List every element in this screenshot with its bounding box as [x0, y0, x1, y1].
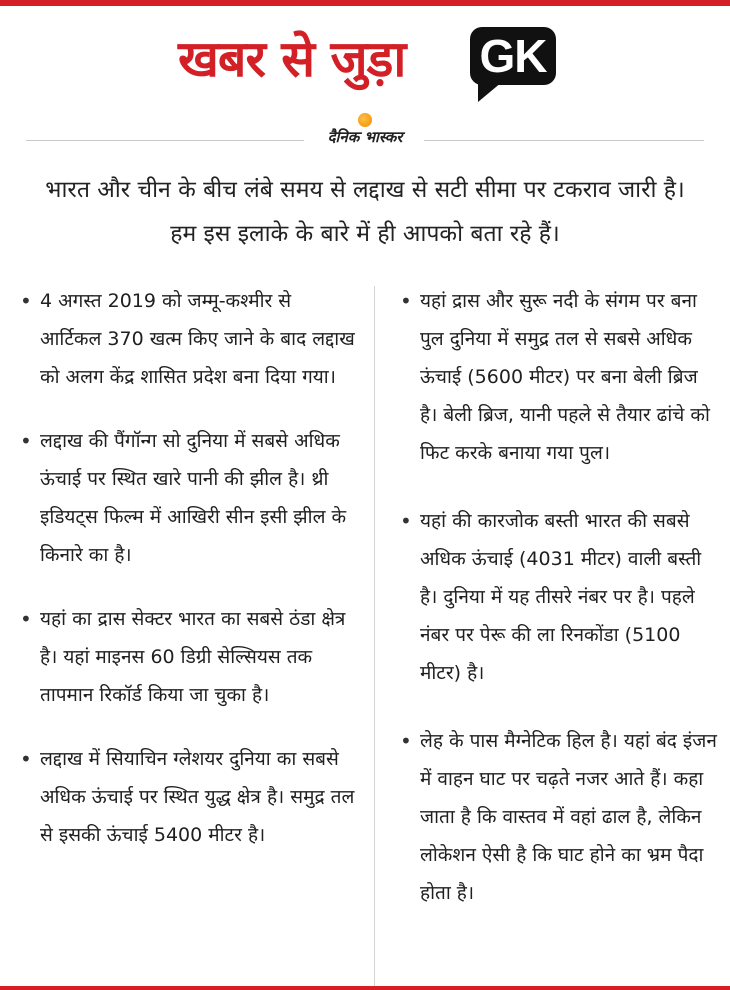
left-fact-list	[20, 282, 355, 880]
brand-logo-text: दैनिक भास्कर	[327, 128, 403, 146]
fact-item: • यहां की कारजोक बस्ती भारत की सबसे अधिक ऊंचाई (4031 मीटर) वाली बस्ती है। दुनिया में यह तीसरे नंबर पर है। पहले नंबर पर पेरू की ला रिनकोंडा (5100 मीटर) है।	[400, 502, 718, 692]
brand-divider-left	[26, 140, 304, 141]
gk-badge: GK	[470, 27, 556, 85]
intro-text: भारत और चीन के बीच लंबे समय से लद्दाख से सटी सीमा पर टकराव जारी है। हम इस इलाके के बारे में ही आपको बता रहे हैं।	[45, 177, 685, 247]
speech-bubble-tail-icon	[478, 82, 502, 102]
right-fact-list	[400, 282, 718, 942]
brand-sun-icon	[358, 113, 372, 127]
column-divider	[374, 286, 375, 986]
top-accent-bar	[0, 0, 730, 6]
fact-item: • यहां का द्रास सेक्टर भारत का सबसे ठंडा क्षेत्र है। यहां माइनस 60 डिग्री सेल्सियस तक तापमान रिकॉर्ड किया जा चुका है।	[20, 600, 355, 714]
fact-item: • यहां द्रास और सुरू नदी के संगम पर बना पुल दुनिया में समुद्र तल से सबसे अधिक ऊंचाई (5600 मीटर) पर बना बेली ब्रिज है। बेली ब्रिज, यानी पहले से तैयार ढांचे को फिट करके बनाया गया पुल।	[400, 282, 718, 472]
fact-item: • 4 अगस्त 2019 को जम्मू-कश्मीर से आर्टिकल 370 खत्म किए जाने के बाद लद्दाख को अलग केंद्र शासित प्रदेश बना दिया गया।	[20, 282, 355, 396]
page-title: खबर से जुड़ा	[178, 30, 406, 88]
fact-item: • लेह के पास मैग्नेटिक हिल है। यहां बंद इंजन में वाहन घाट पर चढ़ते नजर आते हैं। कहा जाता है कि वास्तव में वहां ढाल है, लेकिन लोकेशन ऐसी है कि घाट होने का भ्रम पैदा होता है।	[400, 722, 718, 912]
fact-item: • लद्दाख में सियाचिन ग्लेशयर दुनिया का सबसे अधिक ऊंचाई पर स्थित युद्ध क्षेत्र है। समुद्र तल से इसकी ऊंचाई 5400 मीटर है।	[20, 740, 355, 854]
bottom-accent-bar	[0, 986, 730, 990]
brand-divider-right	[424, 140, 704, 141]
fact-item: • लद्दाख की पैंगॉन्ग सो दुनिया में सबसे अधिक ऊंचाई पर स्थित खारे पानी की झील है। थ्री इडियट्स फिल्म में आखिरी सीन इसी झील के किनारे का है।	[20, 422, 355, 574]
